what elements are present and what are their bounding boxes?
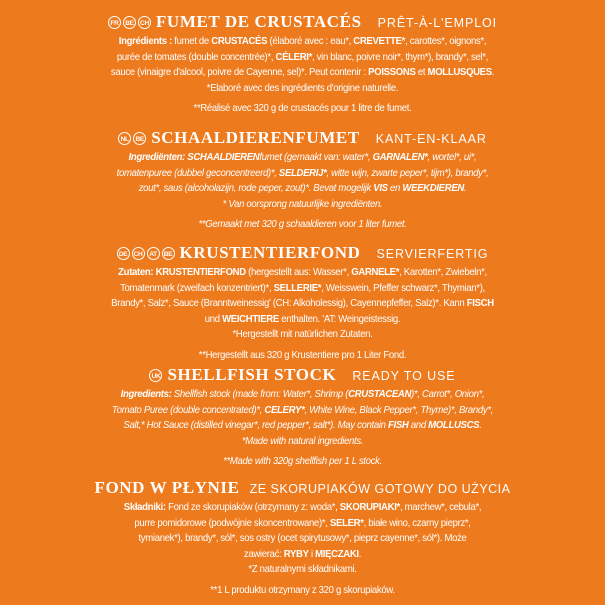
ingredient-text: zout*, saus (alcoholazijn, rode peper, zout)*. Bevat mogelijk: [138, 183, 374, 195]
ingredient-text: .: [463, 183, 467, 195]
ingredient-text: enthalten. 'AT: Weingeistessig.: [278, 313, 401, 325]
ingredients-text: [24, 265, 581, 343]
section-title: SHELLFISH STOCK: [167, 365, 337, 384]
ingredient-text: (élaboré avec : eau*,: [267, 36, 354, 47]
allergen-text: VIS: [373, 183, 388, 195]
ingredient-text: en: [387, 183, 403, 195]
country-badges: [118, 132, 146, 145]
section-subtitle: SERVIERFERTIG: [376, 247, 489, 261]
ingredient-text: , wortel*, ui*,: [427, 152, 477, 163]
ingredient-text: fumet (gemaakt van: water*,: [259, 152, 373, 163]
allergen-text: CREVETTE*: [353, 36, 406, 47]
ingredient-text: , vin blanc, poivre noir*, thym*), brandy*, sel*,: [312, 51, 489, 63]
ingredients-line: [24, 65, 581, 81]
ingredients-line: [24, 434, 581, 450]
allergen-text: GARNELE*: [351, 267, 400, 278]
ingredients-line: [24, 197, 581, 213]
ingredient-text: *Made with natural ingredients.: [241, 435, 364, 447]
country-badges: [117, 247, 175, 260]
ingredient-text: .: [479, 420, 482, 432]
ingredients-text: [24, 387, 581, 449]
ingredients-line: [24, 265, 581, 281]
country-badges: [149, 369, 162, 382]
ingredient-text: Tomato Puree (double concentrated)*,: [111, 404, 265, 416]
ingredient-text: .: [491, 67, 495, 79]
ingredients-line: [24, 562, 581, 578]
ingredients-line: [24, 387, 581, 403]
ingredient-text: , marchew*, cebula*,: [399, 502, 482, 513]
section-heading: [0, 128, 605, 148]
ingredient-text: zawierać:: [243, 548, 284, 560]
country-badge-icon: FR: [108, 16, 121, 29]
ingredients-line: [24, 166, 581, 182]
footnote: **Made with 320g shellfish per 1 L stock.: [223, 456, 382, 468]
ingredient-text: sauce (vinaigre d'alcool, poivre de Cayenne, sel)*. Peut contenir :: [110, 67, 369, 79]
ingredient-text: Shellfish stock (made from: Water*, Shrimp (: [171, 389, 349, 400]
ingredients-line: [24, 403, 581, 419]
allergen-text: GARNALEN*: [372, 152, 428, 163]
allergen-text: CRUSTACÉS: [211, 36, 268, 47]
ingredient-text: et: [415, 67, 428, 79]
ingredient-text: *Z naturalnymi składnikami.: [248, 564, 357, 576]
ingredient-text: tymianek*), brandy*, sól*, sos ostry (ocet spirytusowy*, pieprz cayenne*, sól*). Może: [138, 533, 467, 545]
ingredients-line: [24, 81, 581, 97]
country-badge-icon: DE: [117, 247, 130, 260]
section-title: FOND W PŁYNIE: [94, 478, 240, 497]
ingredient-text: Fond ze skorupiaków (otrzymany z: woda*,: [165, 502, 340, 513]
allergen-text: FISH: [388, 420, 409, 432]
allergen-text: CÉLERI*: [275, 51, 313, 63]
ingredient-text: i: [308, 548, 316, 560]
country-badge-icon: NL: [118, 132, 131, 145]
section-subtitle: READY TO USE: [352, 369, 456, 383]
country-badge-icon: BE: [162, 247, 175, 260]
allergen-text: Ingredients:: [120, 389, 172, 400]
country-badge-icon: CH: [138, 16, 151, 29]
section-heading: [0, 12, 605, 32]
ingredient-text: , Karotten*, Zwiebeln*,: [399, 267, 487, 278]
ingredient-text: )*, Carrot*, Onion*,: [411, 389, 485, 400]
ingredients-text: [24, 150, 581, 212]
footnote: **Hergestellt aus 320 g Krustentiere pro 1 Liter Fond.: [198, 349, 407, 361]
section-dutch: [0, 128, 605, 233]
allergen-text: RYBY: [283, 548, 309, 560]
ingredients-line: [24, 500, 581, 516]
ingredient-text: and: [408, 420, 429, 432]
section-subtitle: ZE SKORUPIAKÓW GOTOWY DO UŻYCIA: [249, 482, 511, 496]
section-subtitle: KANT-EN-KLAAR: [375, 132, 487, 146]
section-french: [0, 12, 605, 117]
footnote: **1 L produktu otrzymany z 320 g skorupiaków.: [210, 584, 395, 596]
allergen-text: SELDERIJ*: [278, 167, 327, 179]
allergen-text: Ingrédients :: [118, 36, 172, 47]
footnote: **Gemaakt met 320 g schaaldieren voor 1 liter fumet.: [198, 219, 407, 231]
allergen-text: WEEKDIEREN: [402, 183, 464, 195]
ingredients-line: [24, 547, 581, 563]
ingredients-line: [24, 312, 581, 328]
allergen-text: SELLERIE*: [273, 282, 322, 294]
allergen-text: FISCH: [466, 298, 494, 310]
ingredient-text: .: [358, 548, 362, 560]
allergen-text: Składniki:: [123, 502, 166, 513]
country-badges: [108, 16, 151, 29]
allergen-text: CELERY*: [264, 404, 305, 416]
section-heading: [0, 243, 605, 263]
allergen-text: Zutaten: KRUSTENTIERFOND: [118, 267, 246, 278]
ingredients-text: [24, 34, 581, 96]
allergen-text: POISSONS: [368, 67, 416, 79]
country-badge-icon: CH: [132, 247, 145, 260]
ingredient-text: Brandy*, Salz*, Sauce (Branntweinessig' (CH: Alkoholessig), Cayennepfeffer, Salz)*. Kann: [111, 298, 467, 310]
ingredients-line: [24, 181, 581, 197]
ingredient-text: , witte wijn, zwarte peper*, tijm*), brandy*,: [326, 167, 489, 179]
ingredient-text: und: [204, 313, 223, 325]
ingredient-text: Tomatenmark (zweifach konzentriert)*,: [120, 282, 274, 294]
allergen-text: SELER*: [329, 517, 364, 529]
ingredients-line: [24, 50, 581, 66]
section-subtitle: PRÊT-À-L'EMPLOI: [377, 16, 498, 30]
ingredients-line: [24, 296, 581, 312]
ingredient-text: , White Wine, Black Pepper*, Thyme)*, Brandy*,: [304, 404, 494, 416]
ingredient-text: , Weisswein, Pfeffer schwarz*, Thymian*),: [321, 282, 485, 294]
ingredient-text: * Van oorsprong natuurlijke ingrediënten.: [222, 198, 383, 210]
country-badge-icon: UK: [149, 369, 162, 382]
allergen-text: MOLLUSCS: [428, 420, 480, 432]
country-badge-icon: BE: [123, 16, 136, 29]
ingredient-text: (hergestellt aus: Wasser*,: [245, 267, 352, 278]
ingredients-line: [24, 531, 581, 547]
allergen-text: SKORUPIAKI*: [339, 502, 400, 513]
allergen-text: WEICHTIERE: [222, 313, 279, 325]
section-heading: [0, 478, 605, 498]
ingredients-line: [24, 418, 581, 434]
allergen-text: Ingrediënten: SCHAALDIEREN: [128, 152, 260, 163]
ingredients-line: [24, 281, 581, 297]
footnote: **Réalisé avec 320 g de crustacés pour 1 litre de fumet.: [193, 103, 412, 115]
section-title: SCHAALDIERENFUMET: [151, 128, 360, 147]
ingredient-text: , białe wino, czarny pieprz*,: [363, 517, 471, 529]
ingredients-line: [24, 516, 581, 532]
section-polish: [0, 478, 605, 599]
ingredient-text: tomatenpuree (dubbel geconcentreerd)*,: [116, 167, 279, 179]
ingredient-text: *Elaboré avec des ingrédients d'origine naturelle.: [206, 82, 399, 94]
section-title: FUMET DE CRUSTACÉS: [155, 12, 362, 31]
ingredients-line: [24, 327, 581, 343]
allergen-text: MOLLUSQUES: [427, 67, 492, 79]
section-english: [0, 365, 605, 470]
ingredient-text: fumet de: [171, 36, 212, 47]
ingredients-line: [24, 150, 581, 166]
ingredient-text: , carottes*, oignons*,: [405, 36, 487, 47]
ingredients-line: [24, 34, 581, 50]
ingredients-text: [24, 500, 581, 578]
allergen-text: MIĘCZAKI: [315, 548, 359, 560]
country-badge-icon: BE: [133, 132, 146, 145]
ingredient-text: purée de tomates (double concentrée)*,: [116, 51, 276, 63]
section-german: [0, 243, 605, 364]
section-heading: [0, 365, 605, 385]
ingredient-text: *Hergestellt mit natürlichen Zutaten.: [232, 329, 373, 341]
allergen-text: CRUSTACEAN: [348, 389, 412, 400]
section-title: KRUSTENTIERFOND: [179, 243, 361, 262]
country-badge-icon: AT: [147, 247, 160, 260]
ingredient-text: purre pomidorowe (podwójnie skoncentrowane)*,: [134, 517, 330, 529]
ingredient-text: Salt,* Hot Sauce (distilled vinegar*, red pepper*, salt*). May contain: [123, 420, 389, 432]
